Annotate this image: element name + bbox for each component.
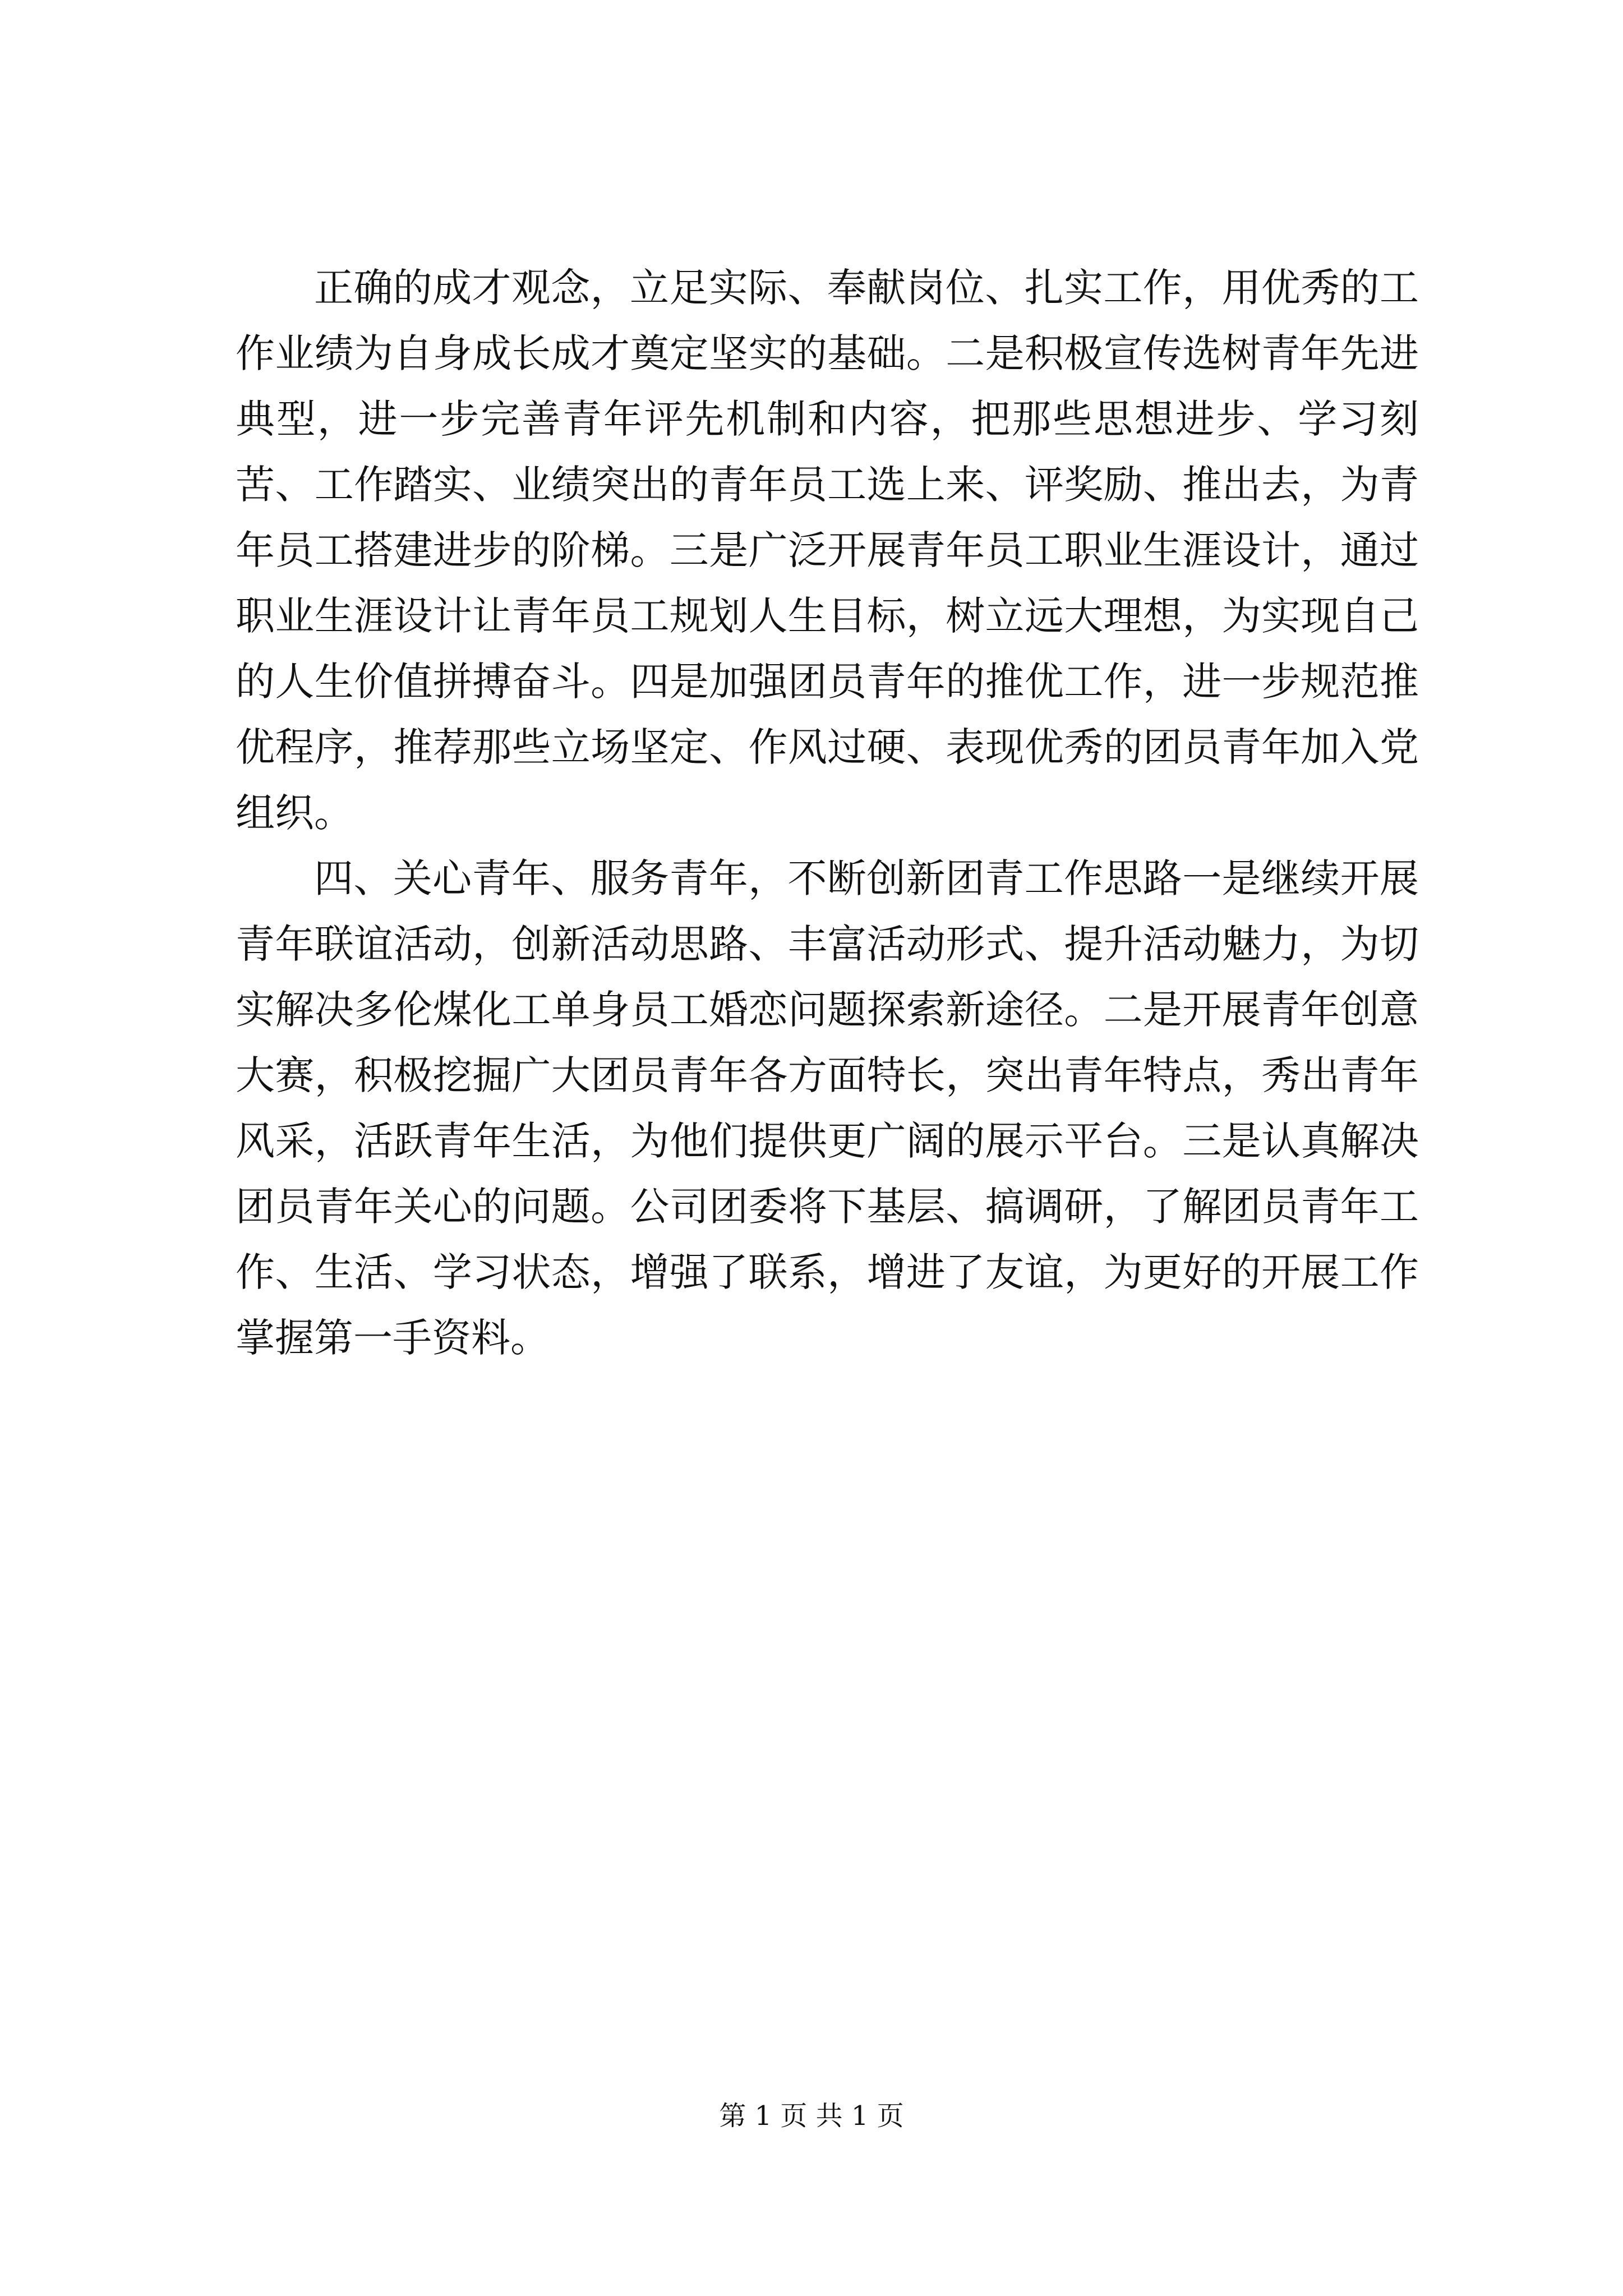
page-number-footer: 第 1 页 共 1 页 xyxy=(719,2100,904,2132)
paragraph-2: 四、关心青年、服务青年，不断创新团青工作思路一是继续开展青年联谊活动，创新活动思路、丰富活动形式、提升活动魅力，为切实解决多伦煤化工单身员工婚恋问题探索新途径。二是开展青年创意大赛，积极挖掘广大团员青年各方面特长，突出青年特点，秀出青年风采，活跃青年生活，为他们提供更广阔的展示平台。三是认真解决团员青年关心的问题。公司团委将下基层、搞调研，了解团员青年工作、生活、学习状态，增强了联系，增进了友谊，为更好的开展工作掌握第一手资料。 xyxy=(236,855,1419,1361)
document-body xyxy=(236,255,1419,1371)
paragraph-1: 正确的成才观念，立足实际、奉献岗位、扎实工作，用优秀的工作业绩为自身成长成才奠定坚实的基础。二是积极宣传选树青年先进典型，进一步完善青年评先机制和内容，把那些思想进步、学习刻苦、工作踏实、业绩突出的青年员工选上来、评奖励、推出去，为青年员工搭建进步的阶梯。三是广泛开展青年员工职业生涯设计，通过职业生涯设计让青年员工规划人生目标，树立远大理想，为实现自己的人生价值拼搏奋斗。四是加强团员青年的推优工作，进一步规范推优程序，推荐那些立场坚定、作风过硬、表现优秀的团员青年加入党组织。 xyxy=(236,265,1419,836)
